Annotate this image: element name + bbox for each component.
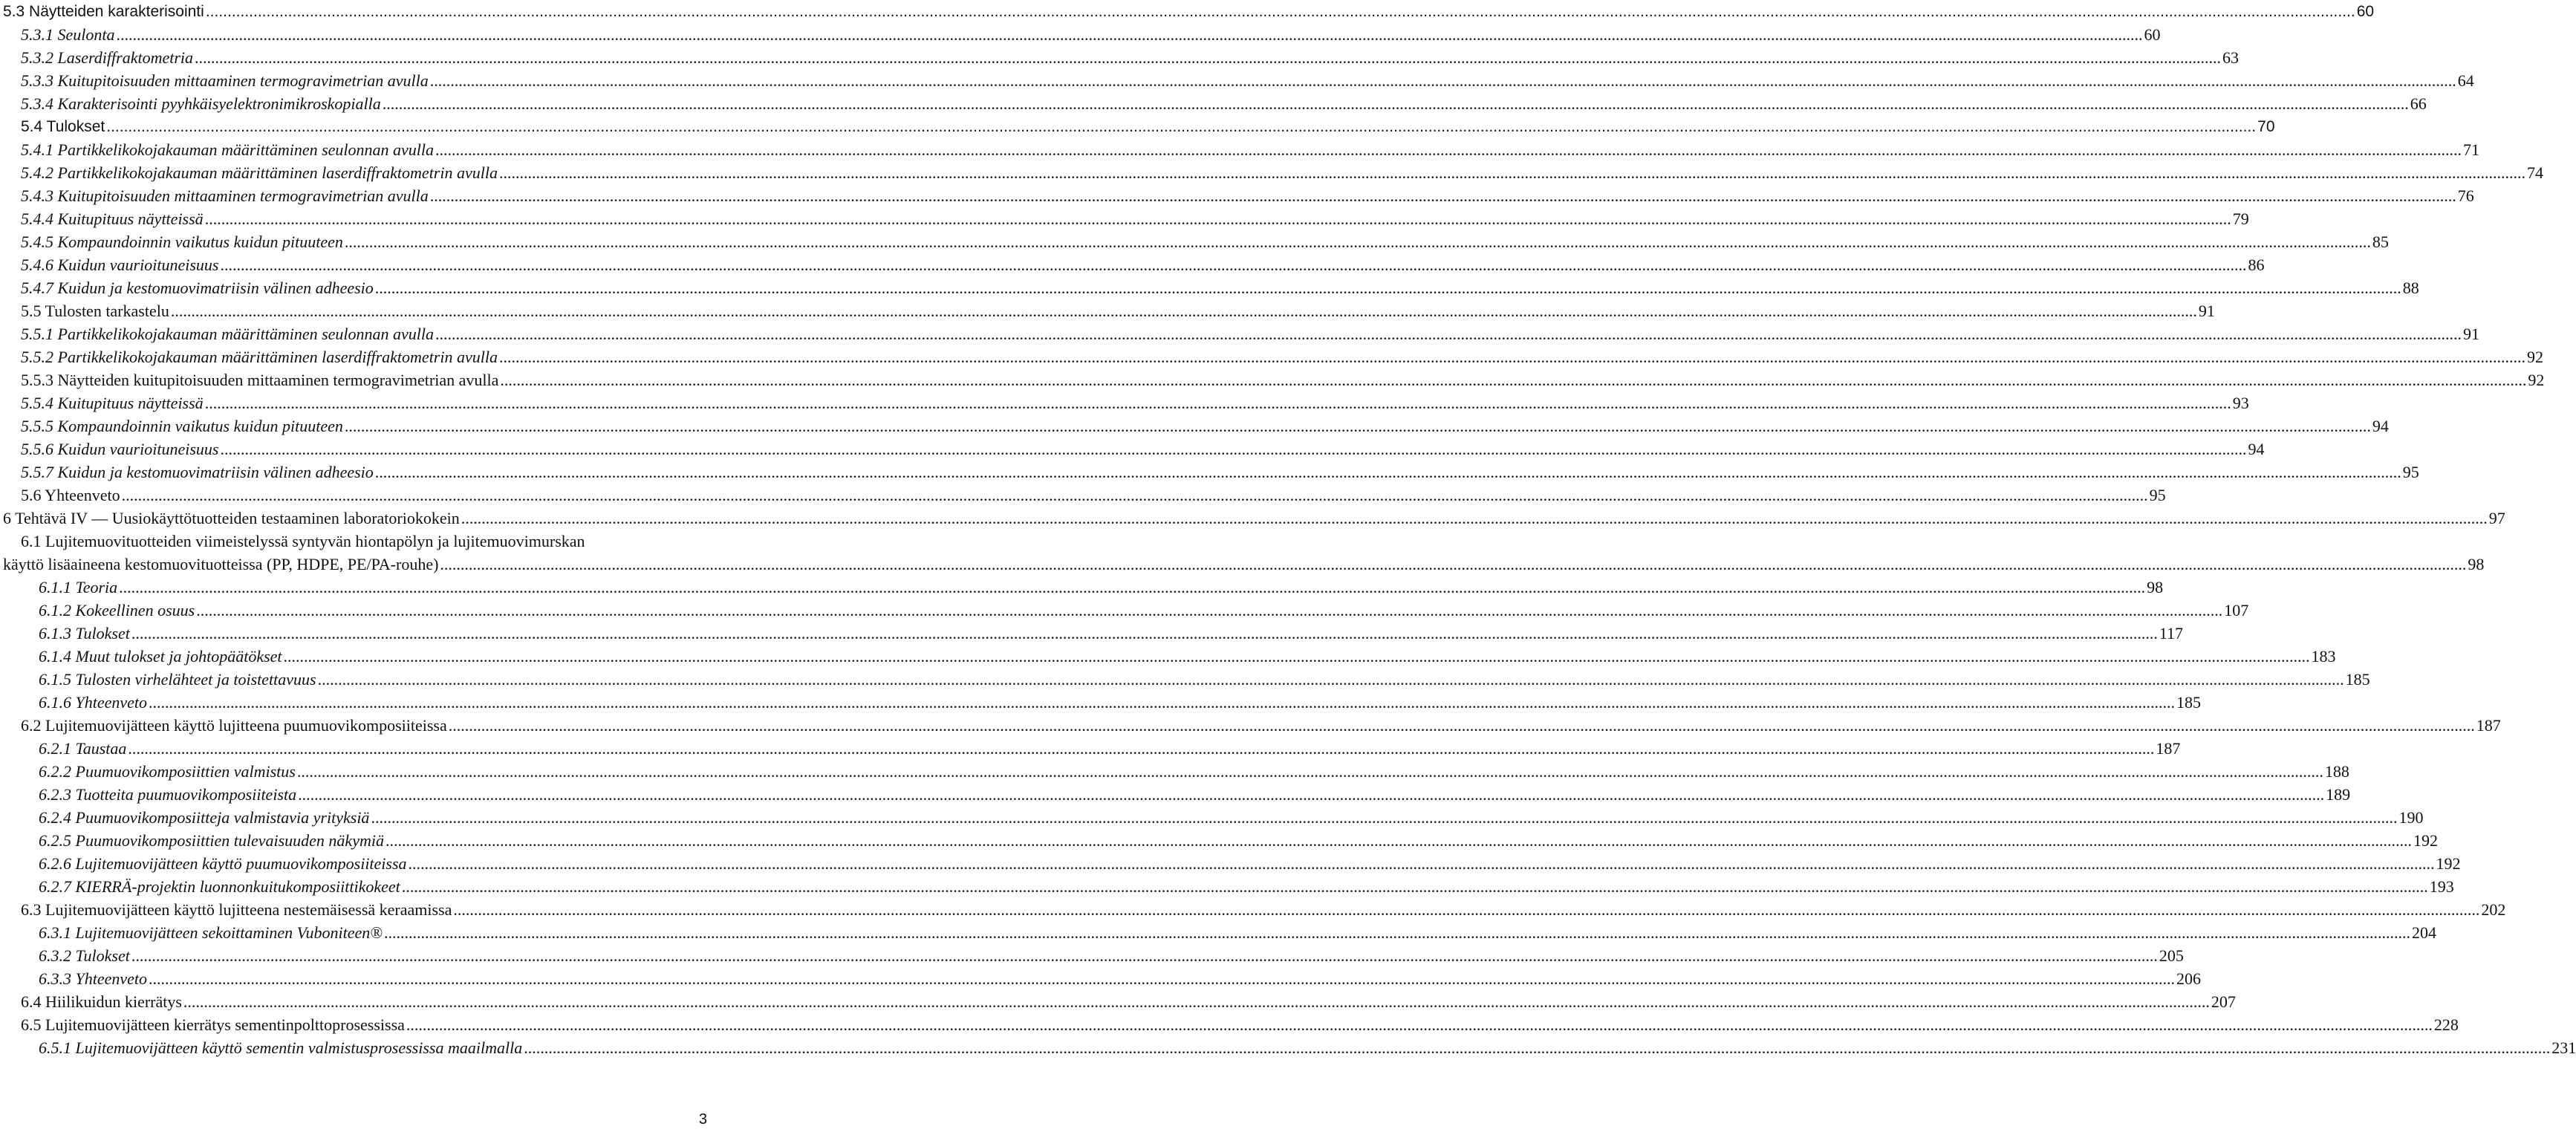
toc-entry[interactable] [0, 230, 2389, 253]
toc-entry-page: 193 [2429, 877, 2454, 896]
dot-leader [117, 23, 2143, 46]
dot-leader [106, 115, 2256, 138]
dot-leader [284, 645, 2310, 668]
toc-entry[interactable] [0, 760, 2349, 783]
toc-entry[interactable] [0, 207, 2249, 230]
toc-entry-label: 6.3.1 Lujitemuovijätteen sekoittaminen Vuboniteen® [39, 923, 383, 942]
toc-entry-page: 66 [2410, 94, 2427, 113]
toc-entry[interactable] [0, 368, 2545, 391]
toc-entry-page: 86 [2248, 256, 2265, 274]
toc-entry-page: 183 [2311, 647, 2336, 666]
toc-entry[interactable] [0, 46, 2240, 69]
dot-leader [524, 1036, 2550, 1059]
dot-leader [205, 207, 2231, 230]
toc-entry-page: 98 [2468, 555, 2485, 573]
toc-entry[interactable] [0, 829, 2438, 852]
toc-entry-page: 192 [2413, 831, 2438, 850]
toc-entry[interactable] [0, 0, 2375, 23]
toc-entry-page: 187 [2476, 716, 2501, 735]
dot-leader [345, 414, 2371, 438]
toc-entry-page: 93 [2232, 394, 2249, 412]
dot-leader [318, 668, 2344, 691]
dot-leader [171, 299, 2197, 322]
toc-entry-label: 5.5.5 Kompaundoinnin vaikutus kuidun pituuteen [21, 417, 343, 435]
toc-entry-page: 207 [2211, 992, 2236, 1011]
toc-entry[interactable] [0, 530, 710, 553]
toc-entry-label: 5.5.4 Kuitupituus näytteissä [21, 394, 204, 412]
toc-entry-label: 6.2 Lujitemuovijätteen käyttö lujitteena puumuovikomposiiteissa [21, 716, 447, 735]
toc-entry[interactable] [0, 507, 2505, 530]
toc-entry[interactable] [0, 299, 2215, 322]
toc-entry-label: 6.2.2 Puumuovikomposiittien valmistus [39, 762, 296, 781]
toc-entry[interactable] [0, 391, 2249, 414]
toc-entry-page: 71 [2463, 140, 2480, 159]
toc-entry-page: 107 [2224, 601, 2249, 619]
toc-entry-page: 185 [2176, 693, 2202, 712]
toc-entry-label: 6.5.1 Lujitemuovijätteen käyttö sementin valmistusprosessissa maailmalla [39, 1038, 523, 1057]
toc-entry-label: 5.5.1 Partikkelikokojakauman määrittäminen seulonnan avulla [21, 325, 435, 343]
toc-entry-label: 5.4.3 Kuitupitoisuuden mittaaminen termogravimetrian avulla [21, 186, 429, 205]
toc-entry[interactable] [0, 737, 2181, 760]
toc-entry-page: 64 [2457, 71, 2474, 90]
toc-entry[interactable] [0, 691, 2202, 714]
dot-leader [183, 990, 2210, 1013]
toc-entry-label: 5.4.2 Partikkelikokojakauman määrittäminen laserdiffraktometrin avulla [21, 163, 498, 182]
dot-leader [386, 829, 2412, 852]
toc-entry[interactable] [0, 461, 2419, 484]
dot-leader [430, 69, 2456, 92]
page-number: 3 [698, 1111, 707, 1128]
toc-entry-label: 5.6 Yhteenveto [21, 486, 120, 504]
toc-entry-label: 5.3.4 Karakterisointi pyyhkäisyelektronimikroskopialla [21, 94, 381, 113]
dot-leader [149, 967, 2175, 990]
toc-entry-page: 85 [2372, 232, 2389, 251]
toc-entry-page: 98 [2147, 578, 2164, 596]
toc-entry-page: 60 [2144, 25, 2161, 44]
toc-entry-label: 6.1.2 Kokeellinen osuus [39, 601, 195, 619]
toc-entry-label: käyttö lisäaineena kestomuovituotteissa (PP, HDPE, PE/PA-rouhe) [3, 555, 439, 573]
toc-entry-page: 95 [2402, 463, 2419, 481]
toc-entry-page: 95 [2149, 486, 2166, 504]
toc-entry[interactable] [0, 852, 2461, 875]
dot-leader [500, 368, 2526, 391]
toc-entry[interactable] [0, 967, 2202, 990]
toc-entry-label: 6.2.3 Tuotteita puumuovikomposiiteista [39, 785, 297, 804]
toc-entry-label: 6.5 Lujitemuovijätteen kierrätys sementinpolttoprosessissa [21, 1015, 405, 1034]
dot-leader [499, 161, 2525, 184]
toc-entry[interactable] [0, 645, 2336, 668]
toc-entry[interactable] [0, 138, 2480, 161]
dot-leader [119, 576, 2145, 599]
toc-entry-page: 94 [2372, 417, 2389, 435]
toc-entry-label: 5.4.7 Kuidun ja kestomuovimatriisin välinen adheesio [21, 279, 374, 297]
toc-entry-page: 97 [2488, 509, 2505, 527]
toc-entry-label: 5.5.2 Partikkelikokojakauman määrittäminen laserdiffraktometrin avulla [21, 348, 498, 366]
toc-entry[interactable] [0, 322, 2480, 345]
toc-entry-page: 63 [2222, 48, 2240, 67]
toc-entry[interactable] [0, 806, 2424, 829]
toc-entry[interactable] [0, 92, 2427, 115]
toc-entry-label: 5.3.2 Laserdiffraktometria [21, 48, 194, 67]
toc-entry-page: 188 [2324, 762, 2349, 781]
toc-entry-page: 70 [2257, 118, 2275, 135]
toc-entry-label: 5.5 Tulosten tarkastelu [21, 302, 169, 320]
toc-entry-page: 206 [2176, 969, 2202, 988]
toc-entry[interactable] [0, 1036, 2576, 1059]
toc-entry-label: 6.1.4 Muut tulokset ja johtopäätökset [39, 647, 282, 666]
toc-entry[interactable] [0, 276, 2419, 299]
toc-entry-label: 6.1.3 Tulokset [39, 624, 130, 643]
dot-leader [196, 599, 2222, 622]
dot-leader [131, 622, 2158, 645]
dot-leader [453, 898, 2479, 921]
toc-entry-label: 6.3.3 Yhteenveto [39, 969, 148, 988]
toc-entry[interactable] [0, 875, 2454, 898]
dot-leader [435, 138, 2462, 161]
toc-entry-page: 91 [2198, 302, 2215, 320]
dot-leader [128, 737, 2154, 760]
dot-leader [131, 944, 2158, 967]
dot-leader [122, 484, 2148, 507]
toc-entry-label: 6.3 Lujitemuovijätteen käyttö lujitteena nestemäisessä keraamissa [21, 900, 452, 919]
toc-entry[interactable] [0, 576, 2164, 599]
toc-entry-page: 60 [2356, 3, 2375, 20]
toc-entry[interactable] [0, 345, 2543, 368]
toc-entry-page: 92 [2528, 371, 2545, 389]
dot-leader [383, 92, 2409, 115]
toc-entry-page: 189 [2326, 785, 2351, 804]
toc-entry-page: 92 [2526, 348, 2543, 366]
dot-leader [409, 852, 2435, 875]
dot-leader [345, 230, 2371, 253]
toc-entry[interactable] [0, 23, 2161, 46]
toc-entry-page: 205 [2159, 946, 2184, 965]
dot-leader [298, 783, 2324, 806]
toc-entry-page: 74 [2526, 163, 2543, 182]
toc-entry-label: 5.5.3 Näytteiden kuitupitoisuuden mittaaminen termogravimetrian avulla [21, 371, 499, 389]
toc-entry[interactable] [0, 898, 2506, 921]
toc-entry-page: 79 [2232, 209, 2249, 228]
toc-entry-label: 6.2.1 Taustaa [39, 739, 127, 758]
toc-entry-label: 6.2.6 Lujitemuovijätteen käyttö puumuovikomposiiteissa [39, 854, 407, 873]
toc-entry[interactable] [0, 990, 2236, 1013]
toc-entry[interactable] [0, 944, 2184, 967]
toc-entry-label: 5.5.7 Kuidun ja kestomuovimatriisin välinen adheesio [21, 463, 374, 481]
toc-entry-page: 190 [2398, 808, 2424, 827]
toc-entry[interactable] [0, 622, 2184, 645]
dot-leader [220, 438, 2246, 461]
toc-entry[interactable] [0, 921, 2436, 944]
toc-entry-page: 192 [2436, 854, 2461, 873]
toc-entry-page: 204 [2411, 923, 2436, 942]
toc-entry[interactable] [0, 1013, 2459, 1036]
dot-leader [461, 507, 2488, 530]
toc-entry-page: 202 [2481, 900, 2506, 919]
dot-leader [297, 760, 2323, 783]
toc-entry-label: 6.4 Hiilikuidun kierrätys [21, 992, 182, 1011]
toc-entry-label: 5.4.1 Partikkelikokojakauman määrittäminen seulonnan avulla [21, 140, 435, 159]
dot-leader [499, 345, 2525, 368]
toc-entry-label: 6.3.2 Tulokset [39, 946, 130, 965]
toc-entry-label: 5.4.5 Kompaundoinnin vaikutus kuidun pituuteen [21, 232, 343, 251]
toc-entry[interactable] [0, 253, 2265, 276]
dot-leader [205, 391, 2231, 414]
dot-leader [375, 461, 2401, 484]
toc-entry-label: 6.2.4 Puumuovikomposiitteja valmistavia yrityksiä [39, 808, 370, 827]
toc-entry[interactable] [0, 783, 2351, 806]
toc-entry-label: 6.1 Lujitemuovituotteiden viimeistelyssä syntyvän hiontapölyn ja lujitemuovimurskan [21, 532, 585, 550]
dot-leader [406, 1013, 2433, 1036]
toc-entry-page: 185 [2345, 670, 2370, 689]
toc-entry-label: 5.4 Tulokset [21, 118, 105, 135]
toc-entry[interactable] [0, 599, 2249, 622]
toc-entry[interactable] [0, 484, 2166, 507]
toc-entry-page: 88 [2402, 279, 2419, 297]
toc-entry[interactable] [0, 438, 2265, 461]
toc-entry-label: 5.3.1 Seulonta [21, 25, 115, 44]
toc-entry-page: 91 [2463, 325, 2480, 343]
toc-entry-label: 6.1.5 Tulosten virhelähteet ja toistettavuus [39, 670, 316, 689]
dot-leader [449, 714, 2475, 737]
toc-entry[interactable] [0, 69, 2474, 92]
toc-entry-page: 231 [2551, 1038, 2576, 1057]
toc-entry-label: 5.3.3 Kuitupitoisuuden mittaaminen termogravimetrian avulla [21, 71, 429, 90]
toc-entry-label: 6.2.7 KIERRÄ-projektin luonnonkuitukomposiittikokeet [39, 877, 400, 896]
dot-leader [430, 184, 2456, 207]
toc-entry-page: 187 [2156, 739, 2181, 758]
toc-entry-label: 6.1.1 Teoria [39, 578, 118, 596]
toc-entry-label: 6.2.5 Puumuovikomposiittien tulevaisuuden näkymiä [39, 831, 384, 850]
dot-leader [402, 875, 2428, 898]
toc-entry[interactable] [0, 668, 2370, 691]
dot-leader [440, 553, 2466, 576]
toc-entry-label: 5.4.6 Kuidun vaurioituneisuus [21, 256, 219, 274]
toc-entry-page: 117 [2159, 624, 2184, 643]
toc-entry-page: 228 [2433, 1015, 2459, 1034]
toc-entry-page: 76 [2457, 186, 2474, 205]
toc-entry[interactable] [0, 414, 2389, 438]
toc-entry[interactable] [0, 115, 2275, 138]
toc-entry-label: 6.1.6 Yhteenveto [39, 693, 148, 712]
toc-entry-label: 5.4.4 Kuitupituus näytteissä [21, 209, 204, 228]
toc-entry[interactable] [0, 161, 2543, 184]
toc-entry-continuation[interactable] [0, 553, 2485, 576]
toc-entry-label: 5.3 Näytteiden karakterisointi [3, 3, 204, 20]
toc-entry-page: 94 [2248, 440, 2265, 458]
dot-leader [371, 806, 2397, 829]
dot-leader [195, 46, 2221, 69]
toc-entry[interactable] [0, 184, 2474, 207]
dot-leader [220, 253, 2246, 276]
dot-leader [435, 322, 2462, 345]
toc-entry-label: 5.5.6 Kuidun vaurioituneisuus [21, 440, 219, 458]
dot-leader [375, 276, 2401, 299]
dot-leader [384, 921, 2410, 944]
dot-leader [149, 691, 2175, 714]
toc-entry[interactable] [0, 714, 2501, 737]
dot-leader [206, 0, 2355, 23]
toc-entry-label: 6 Tehtävä IV — Uusiokäyttötuotteiden testaaminen laboratoriokokein [3, 509, 460, 527]
